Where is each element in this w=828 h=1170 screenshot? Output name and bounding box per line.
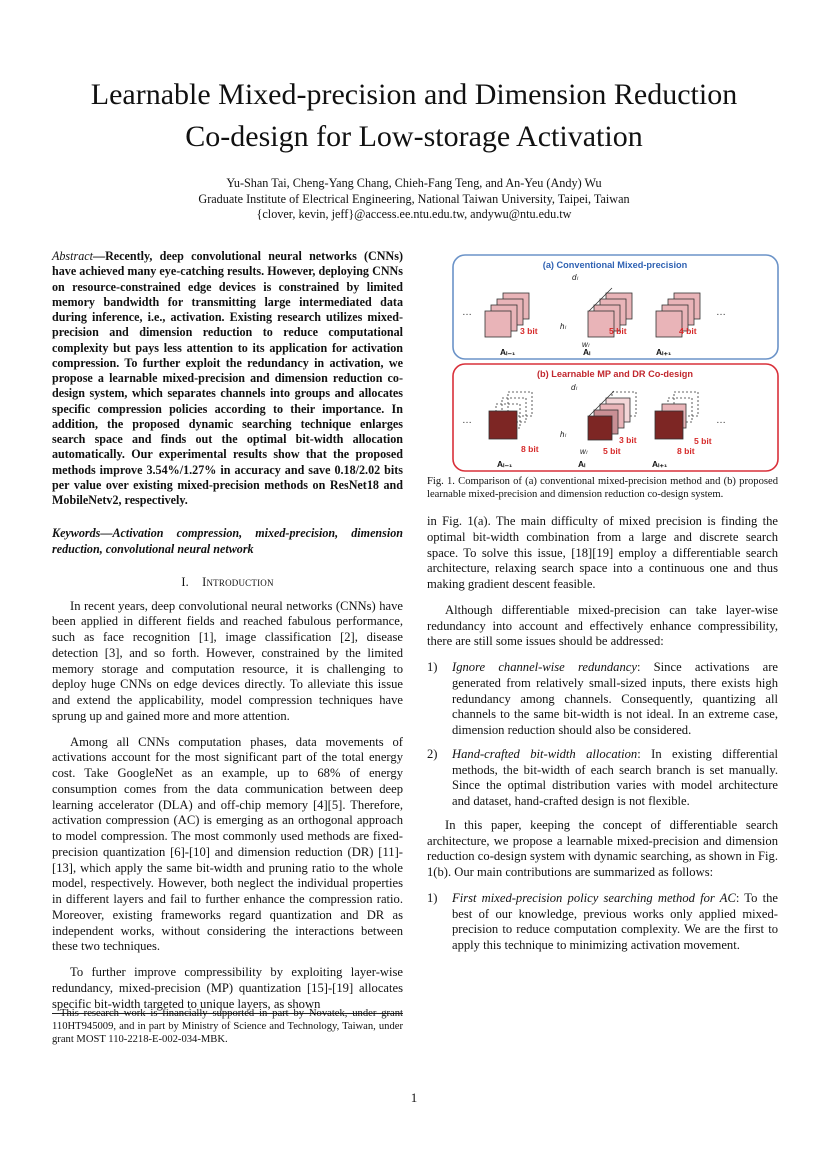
panel-b-cube-center bbox=[588, 392, 636, 440]
page-number: 1 bbox=[410, 1090, 418, 1105]
issue-item-1 bbox=[427, 660, 778, 739]
panel-b-height-label: hₗ bbox=[560, 430, 566, 439]
abstract-label: Abstract bbox=[52, 249, 93, 263]
issue-number-2: 2) bbox=[427, 746, 438, 761]
panel-a-width-label: wₗ bbox=[582, 340, 590, 349]
issue-item-2 bbox=[427, 747, 778, 810]
panel-a-bit-center: 5 bit bbox=[609, 326, 627, 336]
keywords: Keywords—Activation compression, mixed-precision, dimension reduction, convolutional neural network bbox=[52, 526, 403, 556]
panel-b-ellipsis-left: … bbox=[462, 415, 472, 426]
panel-a-layer-prev: Aₗ₋₁ bbox=[500, 347, 516, 357]
panel-a-bit-left: 3 bit bbox=[520, 326, 538, 336]
issue-title-1: Ignore channel-wise redundancy bbox=[452, 660, 637, 674]
author-affiliation: Graduate Institute of Electrical Engineering, National Taiwan University, Taipei, Taiwan bbox=[198, 191, 630, 206]
panel-a-ellipsis-left: … bbox=[462, 307, 472, 318]
contribution-title-1: First mixed-precision policy searching method for AC bbox=[452, 890, 736, 905]
panel-b-bit-center-b: 5 bit bbox=[603, 446, 621, 456]
panel-a-layer-next: Aₗ₊₁ bbox=[656, 347, 672, 357]
section-title: Introduction bbox=[202, 574, 274, 589]
contribution-item-1 bbox=[427, 891, 778, 954]
panel-b-layer-prev: Aₗ₋₁ bbox=[497, 459, 513, 469]
issue-title-2: Hand-crafted bit-width allocation bbox=[452, 746, 638, 761]
right-column bbox=[427, 514, 778, 962]
panel-b-ellipsis-right: … bbox=[716, 415, 726, 426]
issue-text-2: : In existing differential methods, the bit-width of each search branch is set manually. Since the optimal distribution varies with model architecture and dataset, hand-crafted design is not flexible. bbox=[452, 746, 779, 808]
right-paragraph-1: in Fig. 1(a). The main difficulty of mixed precision is finding the optimal bit-width combination from a large and discrete search space. To solve this issue, [18][19] employ a differentiable search architecture, relaxing search space into a continuous one and thus making gradient descent feasible. bbox=[427, 514, 778, 591]
figure-caption: Fig. 1. Comparison of (a) conventional mixed-precision method and (b) proposed learnable mixed-precision and dimension reduction co-design system. bbox=[427, 476, 778, 501]
panel-b-cube-right bbox=[655, 392, 698, 439]
author-emails: {clover, kevin, jeff}@access.ee.ntu.edu.tw, andywu@ntu.edu.tw bbox=[256, 207, 572, 221]
panel-b-cube-left bbox=[489, 392, 532, 439]
panel-b-width-label: wₗ bbox=[580, 447, 588, 456]
figure-1 bbox=[452, 253, 780, 473]
panel-b-depth-label: dₗ bbox=[571, 383, 577, 392]
footnote: This research work is financially supported in part by Novatek, under grant 110HT945009, and in part by Ministry of Science and Technology, Taiwan, under grant MOST 110-2218-E-002-034-MBK. bbox=[52, 1008, 403, 1046]
panel-a-bit-right: 4 bit bbox=[679, 326, 697, 336]
abstract-text: Recently, deep convolutional neural networks (CNNs) have achieved many eye-catching results. However, deploying CNNs on resource-constrained edge devices is constrained by limited memory bandwidth for transmitting large intermediated data during inference, i.e., activation. Existing research utilizes mixed-precision and dimension reduction to reduce computational complexity but pays less attention to its application for activation compression. To further exploit the redundancy in activation, we propose a learnable mixed-precision and dimension reduction co-design system, which separates channels into groups and allocates specific compression policies according to their importance. In addition, the proposed dynamic searching technique enlarges search space and finds out the optimal bit-width allocation automatically. Our experimental results show that the proposed methods improve 3.54%/1.27% in accuracy and save 0.18/2.02 bits per value over existing mixed-precision methods on ResNet18 and MobileNetv2, respectively. bbox=[52, 249, 403, 507]
right-paragraph-2: Although differentiable mixed-precision can take layer-wise redundancy into account and effectively enhance compressibility, there are still some issues should be addressed: bbox=[427, 602, 778, 649]
issue-number-1: 1) bbox=[427, 660, 438, 674]
panel-a-title: (a) Conventional Mixed-precision bbox=[542, 260, 688, 270]
author-block bbox=[0, 176, 828, 223]
panel-a-depth-label: dₗ bbox=[572, 273, 578, 282]
panel-a-ellipsis-right: … bbox=[716, 307, 726, 318]
intro-paragraph-3: To further improve compressibility by exploiting layer-wise redundancy, mixed-precision (MP) quantization [15]-[19] allocates specific bit-width targeted to unique layers, as shown bbox=[52, 965, 403, 1014]
panel-a-height-label: hₗ bbox=[560, 322, 566, 331]
paper-title bbox=[0, 74, 828, 158]
panel-b-layer-cur: Aₗ bbox=[578, 459, 586, 469]
title-line-1: Learnable Mixed-precision and Dimension Reduction bbox=[90, 78, 738, 111]
section-number: I. bbox=[181, 574, 189, 589]
panel-b-layer-next: Aₗ₊₁ bbox=[652, 459, 668, 469]
issue-text-1: : Since activations are generated from relatively small-sized inputs, there exists high redundancy among channels. Consequently, quantizing all channels to the same bit-width is not ideal. In an extreme case, dimension reduction should also be considered. bbox=[452, 660, 779, 737]
panel-b-title: (b) Learnable MP and DR Co-design bbox=[536, 369, 694, 379]
contribution-number-1: 1) bbox=[427, 890, 438, 905]
intro-paragraph-2: Among all CNNs computation phases, data movements of activations account for the most significant part of the total energy cost. Take GoogleNet as an example, up to 68% of energy consumption comes from the data communication between deep learning accelerator (DLA) and off-chip memory [4][5]. Therefore, activation compression (AC) is emerging as an orthogonal approach to model compression. The most commonly used methods are fixed-precision quantization [6]-[10] and dimension reduction (DR) [11]-[13], which apply the same bit-width and pruning ratio to the whole model, respectively. However, both neglect the individual properties in different layers and fail to further enhance the compression ratio. Moreover, existing frameworks regard quantization and DR as independent works, without considering the interactions between these two techniques. bbox=[52, 734, 403, 954]
right-paragraph-3: In this paper, keeping the concept of differentiable search architecture, we propose a learnable mixed-precision and dimension reduction co-design system with dynamic searching, as shown in Fig. 1(b). Our main contributions are summarized as follows: bbox=[427, 817, 778, 879]
title-line-2: Co-design for Low-storage Activation bbox=[185, 120, 643, 153]
abstract bbox=[52, 249, 403, 508]
panel-b-bit-left: 8 bit bbox=[521, 444, 539, 454]
author-names: Yu-Shan Tai, Cheng-Yang Chang, Chieh-Fang Teng, and An-Yeu (Andy) Wu bbox=[226, 176, 602, 190]
panel-b-bit-right-b: 8 bit bbox=[677, 446, 695, 456]
panel-b-bit-right-a: 5 bit bbox=[694, 436, 712, 446]
intro-paragraph-1: In recent years, deep convolutional neural networks (CNNs) have been applied in different fields and reached fabulous performance, such as face recognition [1], image classification [2], disease detection [3], and so forth. However, constrained by the limited memory storage and computation resource, it is challenging to deploy huge CNNs on edge devices directly. To alleviate this issue and extend the applicability, model compression techniques have sprung up and gained more and more attention. bbox=[52, 598, 403, 723]
panel-a-layer-cur: Aₗ bbox=[583, 347, 591, 357]
contribution-text-1: : To the best of our knowledge, previous works only applied mixed-precision to reduce computation complexity. We are the first to apply this technique to minimizing activation movement. bbox=[452, 890, 778, 952]
panel-b-bit-center-a: 3 bit bbox=[619, 435, 637, 445]
left-column bbox=[52, 249, 403, 1024]
section-heading bbox=[52, 575, 403, 591]
abstract-dash: — bbox=[92, 249, 106, 263]
